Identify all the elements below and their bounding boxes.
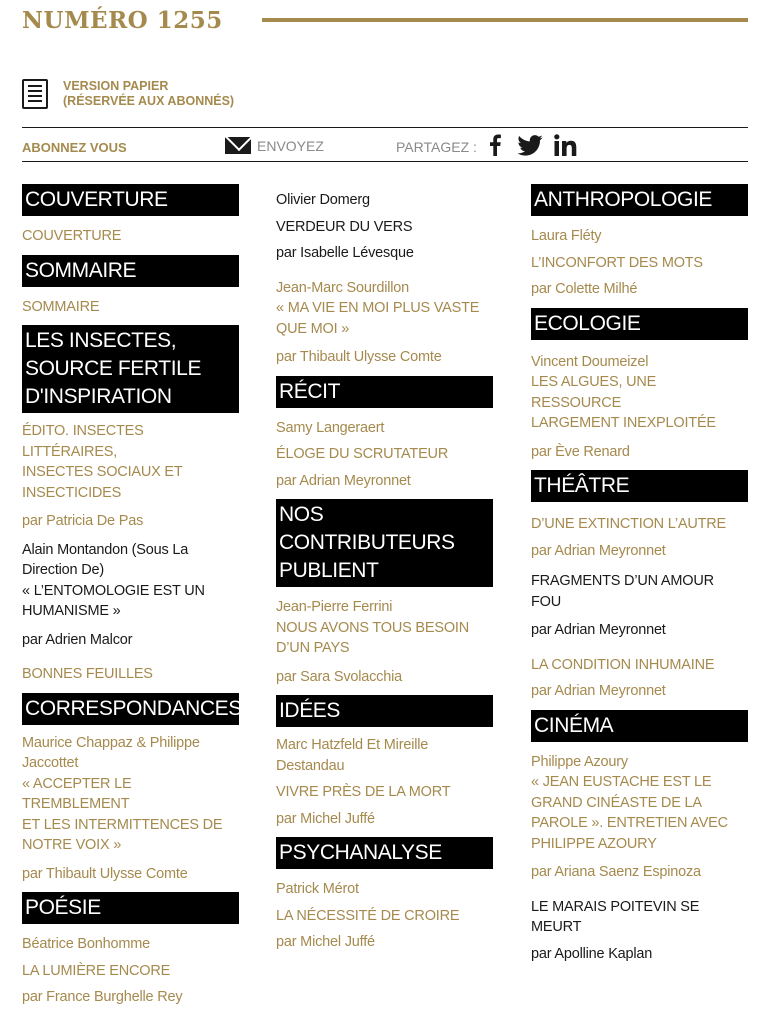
article-title[interactable]: D’UN PAYS <box>276 640 350 656</box>
section-cinema[interactable]: CINÉMA <box>531 710 748 742</box>
byline[interactable]: par Adrian Meyronnet <box>531 683 666 699</box>
byline[interactable]: par Sara Svolacchia <box>276 668 402 685</box>
byline[interactable]: par France Burghelle Rey <box>22 989 183 1005</box>
edito-article-link[interactable] <box>22 421 239 503</box>
article-title[interactable]: ÉLOGE DU SCRUTATEUR <box>276 446 449 462</box>
author-name[interactable]: Destandau <box>276 757 345 774</box>
author-name[interactable]: Direction De) <box>22 562 105 578</box>
article-title[interactable]: LES ALGUES, UNE RESSOURCE <box>531 374 657 411</box>
title-line: INSECTICIDES <box>22 484 122 501</box>
article-title[interactable]: LA LUMIÈRE ENCORE <box>22 962 171 979</box>
section-theatre[interactable]: THÉÂTRE <box>531 470 748 502</box>
title-rule <box>262 18 748 22</box>
paper-version-line: VERSION PAPIER <box>63 79 169 93</box>
article-title[interactable]: FOU <box>531 593 562 610</box>
article-title[interactable]: « MA VIE EN MOI PLUS VASTE <box>276 300 480 316</box>
article-title[interactable]: FRAGMENTS D’UN AMOUR <box>531 573 714 589</box>
column-left <box>22 184 242 1008</box>
section-title-line: CONTRIBUTEURS <box>279 531 455 554</box>
column-middle <box>276 184 493 953</box>
section-title-line: LES INSECTES, <box>25 329 177 352</box>
paper-version-link[interactable] <box>22 78 234 110</box>
author-name[interactable]: Philippe Azoury <box>531 753 628 770</box>
author-name[interactable]: Marc Hatzfeld Et Mireille <box>276 737 429 753</box>
envelope-icon <box>225 137 251 154</box>
section-contributeurs[interactable] <box>276 499 493 587</box>
article-title[interactable]: QUE MOI » <box>276 320 350 337</box>
article-title[interactable]: PAROLE ». ENTRETIEN AVEC <box>531 815 728 831</box>
byline[interactable]: par Patricia De Pas <box>22 513 144 529</box>
byline[interactable]: par Michel Juffé <box>276 810 375 827</box>
byline[interactable]: par Thibault Ulysse Comte <box>22 865 188 882</box>
title-line: INSECTES SOCIAUX ET <box>22 464 183 480</box>
paper-version-note: (RÉSERVÉE AUX ABONNÉS) <box>63 94 235 108</box>
article-title[interactable]: LA NÉCESSITÉ DE CROIRE <box>276 907 460 924</box>
section-correspondances[interactable]: CORRESPONDANCES <box>22 693 239 725</box>
section-ecologie[interactable]: ECOLOGIE <box>531 308 748 340</box>
twitter-icon[interactable] <box>516 133 544 157</box>
linkedin-icon[interactable] <box>552 133 578 157</box>
bonnes-feuilles-link[interactable]: BONNES FEUILLES <box>22 666 153 682</box>
article-title[interactable]: ET LES INTERMITTENCES DE <box>22 816 223 833</box>
column-right <box>531 184 748 964</box>
couverture-link[interactable]: COUVERTURE <box>22 228 122 244</box>
byline[interactable]: par Michel Juffé <box>276 934 375 950</box>
section-poesie[interactable]: POÉSIE <box>22 892 239 924</box>
author-name[interactable]: Samy Langeraert <box>276 419 385 436</box>
author-name[interactable]: Patrick Mérot <box>276 881 359 897</box>
section-title-line: NOS <box>279 503 324 526</box>
section-sommaire[interactable]: SOMMAIRE <box>22 255 239 287</box>
article-title[interactable]: L’INCONFORT DES MOTS <box>531 254 703 271</box>
title-line: ÉDITO. INSECTES LITTÉRAIRES, <box>22 423 144 460</box>
author-name[interactable]: Laura Fléty <box>531 228 602 244</box>
byline[interactable]: par Apolline Kaplan <box>531 945 653 962</box>
section-recit[interactable]: RÉCIT <box>276 376 493 408</box>
byline[interactable]: par Adrian Meyronnet <box>531 542 666 559</box>
article-title[interactable]: VERDEUR DU VERS <box>276 218 413 235</box>
document-icon <box>22 79 48 109</box>
issue-title: NUMÉRO 1255 <box>22 7 223 34</box>
send-label: ENVOYEZ <box>257 137 324 154</box>
byline[interactable]: par Thibault Ulysse Comte <box>276 349 442 365</box>
section-psychanalyse[interactable]: PSYCHANALYSE <box>276 837 493 869</box>
byline[interactable]: par Ariana Saenz Espinoza <box>531 864 701 880</box>
section-couverture[interactable]: COUVERTURE <box>22 184 239 216</box>
article-title[interactable]: « JEAN EUSTACHE EST LE <box>531 774 712 790</box>
author-name[interactable]: Alain Montandon (Sous La <box>22 541 189 558</box>
author-name[interactable]: Béatrice Bonhomme <box>22 936 150 952</box>
facebook-icon[interactable] <box>487 133 503 157</box>
article-title[interactable]: HUMANISME » <box>22 603 121 619</box>
article-title[interactable]: LA CONDITION INHUMAINE <box>531 656 715 673</box>
sommaire-link[interactable]: SOMMAIRE <box>22 298 100 315</box>
byline[interactable]: par Isabelle Lévesque <box>276 245 414 261</box>
article-title[interactable]: GRAND CINÉASTE DE LA <box>531 794 702 811</box>
byline[interactable]: par Ève Renard <box>531 443 630 460</box>
section-title-line: PUBLIENT <box>279 559 379 582</box>
author-name[interactable]: Jean-Pierre Ferrini <box>276 599 393 615</box>
byline[interactable]: par Adrian Meyronnet <box>276 472 411 489</box>
byline[interactable]: par Adrien Malcor <box>22 631 133 648</box>
article-block <box>22 540 239 622</box>
article-title[interactable]: NOTRE VOIX » <box>22 837 122 853</box>
header <box>22 8 748 34</box>
section-insectes[interactable] <box>22 325 239 413</box>
article-title[interactable]: LARGEMENT INEXPLOITÉE <box>531 415 716 431</box>
section-title-line: D'INSPIRATION <box>25 385 172 408</box>
paper-version-label <box>63 79 234 109</box>
article-title[interactable]: D’UNE EXTINCTION L’AUTRE <box>531 516 726 532</box>
article-block <box>22 733 239 856</box>
section-title-line: SOURCE FERTILE <box>25 357 202 380</box>
author-name[interactable]: Jean-Marc Sourdillon <box>276 279 410 296</box>
article-title[interactable]: NOUS AVONS TOUS BESOIN <box>276 619 470 636</box>
byline[interactable]: par Adrian Meyronnet <box>531 622 666 638</box>
article-title[interactable]: PHILIPPE AZOURY <box>531 835 657 852</box>
share-label: PARTAGEZ : <box>396 139 477 155</box>
subscribe-link[interactable]: ABONNEZ VOUS <box>22 140 127 155</box>
author-name[interactable]: Vincent Doumeizel <box>531 353 649 370</box>
article-title[interactable]: « ACCEPTER LE TREMBLEMENT <box>22 775 132 812</box>
author-name[interactable]: Maurice Chappaz & Philippe <box>22 734 200 751</box>
article-title[interactable]: « L’ENTOMOLOGIE EST UN <box>22 582 205 599</box>
section-idees[interactable]: IDÉES <box>276 695 493 727</box>
author-name[interactable]: Jaccottet <box>22 755 79 771</box>
article-title[interactable]: VIVRE PRÈS DE LA MORT <box>276 784 451 800</box>
share-bar <box>22 127 748 162</box>
byline[interactable]: par Colette Milhé <box>531 281 638 297</box>
author-name[interactable]: Olivier Domerg <box>276 192 370 208</box>
article-title[interactable]: LE MARAIS POITEVIN SE MEURT <box>531 898 700 935</box>
section-anthropologie[interactable]: ANTHROPOLOGIE <box>531 184 748 216</box>
send-link[interactable] <box>225 137 324 154</box>
